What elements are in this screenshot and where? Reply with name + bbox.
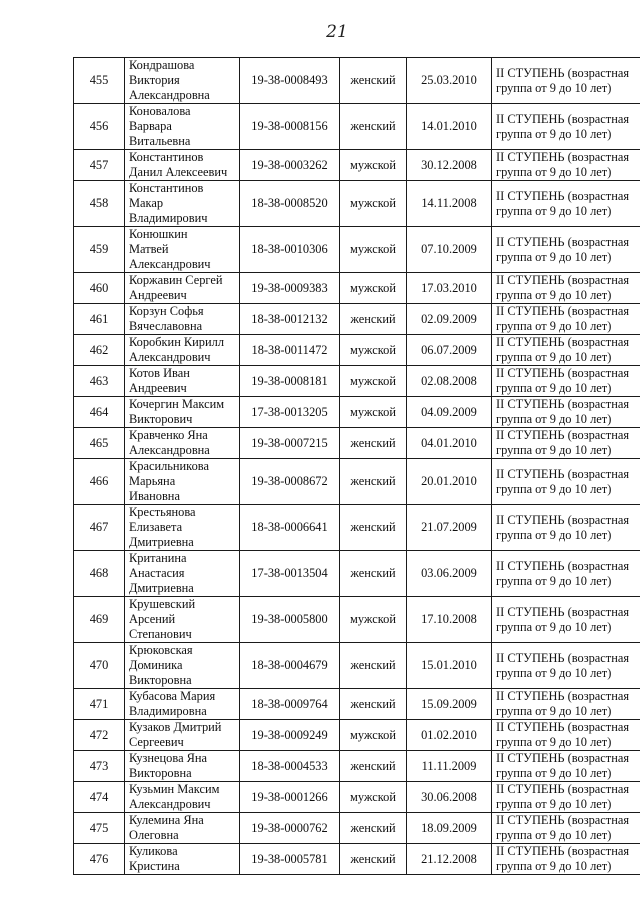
id-number-cell: 18-38-0006641 bbox=[240, 505, 340, 551]
name-cell bbox=[125, 227, 240, 273]
gender-cell: женский bbox=[340, 813, 407, 844]
birth-date-cell: 20.01.2010 bbox=[407, 459, 492, 505]
birth-date-cell: 17.03.2010 bbox=[407, 273, 492, 304]
id-number-cell: 19-38-0005800 bbox=[240, 597, 340, 643]
id-number-cell: 19-38-0003262 bbox=[240, 150, 340, 181]
name-line: Кочергин Максим bbox=[129, 397, 225, 411]
age-group-line: II СТУПЕНЬ (возрастная bbox=[496, 397, 630, 411]
gender-cell: женский bbox=[340, 505, 407, 551]
name-cell bbox=[125, 335, 240, 366]
name-line: Викторовна bbox=[129, 766, 192, 780]
age-group-line: группа от 9 до 10 лет) bbox=[496, 319, 612, 333]
gender-cell: женский bbox=[340, 751, 407, 782]
age-group-line: II СТУПЕНЬ (возрастная bbox=[496, 335, 630, 349]
name-cell bbox=[125, 150, 240, 181]
age-group-line: группа от 9 до 10 лет) bbox=[496, 797, 612, 811]
age-group-line: II СТУПЕНЬ (возрастная bbox=[496, 689, 630, 703]
age-group-cell bbox=[492, 844, 640, 875]
name-cell bbox=[125, 643, 240, 689]
name-line: Владимировна bbox=[129, 704, 207, 718]
name-line: Кравченко Яна bbox=[129, 428, 208, 442]
id-number-cell: 19-38-0008493 bbox=[240, 58, 340, 104]
name-line: Котов Иван bbox=[129, 366, 190, 380]
age-group-line: II СТУПЕНЬ (возрастная bbox=[496, 366, 630, 380]
birth-date-cell: 17.10.2008 bbox=[407, 597, 492, 643]
registry-body bbox=[74, 58, 640, 875]
table-row bbox=[74, 335, 640, 366]
gender-cell: мужской bbox=[340, 397, 407, 428]
name-cell bbox=[125, 597, 240, 643]
table-row bbox=[74, 689, 640, 720]
name-cell bbox=[125, 689, 240, 720]
id-number-cell: 17-38-0013504 bbox=[240, 551, 340, 597]
age-group-line: группа от 9 до 10 лет) bbox=[496, 350, 612, 364]
row-number-cell: 461 bbox=[74, 304, 125, 335]
age-group-line: группа от 9 до 10 лет) bbox=[496, 665, 612, 680]
table-row bbox=[74, 720, 640, 751]
row-number-cell: 457 bbox=[74, 150, 125, 181]
age-group-cell bbox=[492, 58, 640, 104]
name-line: Марьяна bbox=[129, 474, 176, 488]
name-line: Владимирович bbox=[129, 211, 208, 225]
age-group-line: II СТУПЕНЬ (возрастная bbox=[496, 813, 630, 827]
birth-date-cell: 04.01.2010 bbox=[407, 428, 492, 459]
name-line: Кританина bbox=[129, 551, 187, 565]
age-group-line: группа от 9 до 10 лет) bbox=[496, 619, 612, 634]
gender-cell: женский bbox=[340, 459, 407, 505]
name-line: Константинов bbox=[129, 150, 204, 164]
name-line: Вячеславовна bbox=[129, 319, 203, 333]
age-group-line: группа от 9 до 10 лет) bbox=[496, 828, 612, 842]
name-line: Кубасова Мария bbox=[129, 689, 216, 703]
age-group-cell bbox=[492, 366, 640, 397]
age-group-cell bbox=[492, 335, 640, 366]
table-row bbox=[74, 181, 640, 227]
row-number-cell: 475 bbox=[74, 813, 125, 844]
id-number-cell: 19-38-0009249 bbox=[240, 720, 340, 751]
id-number-cell: 18-38-0010306 bbox=[240, 227, 340, 273]
age-group-line: группа от 9 до 10 лет) bbox=[496, 80, 612, 95]
gender-cell: мужской bbox=[340, 227, 407, 273]
name-line: Кулемина Яна bbox=[129, 813, 204, 827]
birth-date-cell: 02.09.2009 bbox=[407, 304, 492, 335]
name-cell bbox=[125, 58, 240, 104]
name-line: Ивановна bbox=[129, 489, 180, 503]
row-number-cell: 469 bbox=[74, 597, 125, 643]
table-row bbox=[74, 104, 640, 150]
gender-cell: женский bbox=[340, 689, 407, 720]
gender-cell: мужской bbox=[340, 335, 407, 366]
name-line: Александрович bbox=[129, 797, 211, 811]
age-group-line: группа от 9 до 10 лет) bbox=[496, 412, 612, 426]
gender-cell: женский bbox=[340, 104, 407, 150]
id-number-cell: 19-38-0007215 bbox=[240, 428, 340, 459]
age-group-line: II СТУПЕНЬ (возрастная bbox=[496, 234, 630, 249]
id-number-cell: 19-38-0005781 bbox=[240, 844, 340, 875]
birth-date-cell: 01.02.2010 bbox=[407, 720, 492, 751]
age-group-cell bbox=[492, 782, 640, 813]
name-line: Александровна bbox=[129, 443, 210, 457]
birth-date-cell: 18.09.2009 bbox=[407, 813, 492, 844]
age-group-line: группа от 9 до 10 лет) bbox=[496, 481, 612, 496]
name-cell bbox=[125, 813, 240, 844]
row-number-cell: 473 bbox=[74, 751, 125, 782]
name-line: Дмитриевна bbox=[129, 581, 194, 595]
name-line: Макар bbox=[129, 196, 164, 210]
gender-cell: мужской bbox=[340, 366, 407, 397]
row-number-cell: 456 bbox=[74, 104, 125, 150]
age-group-cell bbox=[492, 720, 640, 751]
row-number-cell: 476 bbox=[74, 844, 125, 875]
name-line: Сергеевич bbox=[129, 735, 184, 749]
id-number-cell: 19-38-0008181 bbox=[240, 366, 340, 397]
id-number-cell: 18-38-0004533 bbox=[240, 751, 340, 782]
name-line: Дмитриевна bbox=[129, 535, 194, 549]
name-cell bbox=[125, 505, 240, 551]
row-number-cell: 471 bbox=[74, 689, 125, 720]
table-row bbox=[74, 782, 640, 813]
birth-date-cell: 04.09.2009 bbox=[407, 397, 492, 428]
age-group-line: II СТУПЕНЬ (возрастная bbox=[496, 111, 630, 126]
name-cell bbox=[125, 844, 240, 875]
name-line: Андреевич bbox=[129, 288, 187, 302]
gender-cell: мужской bbox=[340, 720, 407, 751]
name-cell bbox=[125, 428, 240, 459]
birth-date-cell: 30.12.2008 bbox=[407, 150, 492, 181]
row-number-cell: 464 bbox=[74, 397, 125, 428]
name-line: Матвей bbox=[129, 242, 169, 256]
name-line: Константинов bbox=[129, 181, 204, 195]
age-group-cell bbox=[492, 104, 640, 150]
name-line: Крестьянова bbox=[129, 505, 196, 519]
name-line: Александровна bbox=[129, 88, 210, 102]
name-line: Анастасия bbox=[129, 566, 185, 580]
name-line: Кристина bbox=[129, 859, 180, 873]
age-group-cell bbox=[492, 597, 640, 643]
table-row bbox=[74, 58, 640, 104]
age-group-line: II СТУПЕНЬ (возрастная bbox=[496, 512, 630, 527]
row-number-cell: 458 bbox=[74, 181, 125, 227]
age-group-cell bbox=[492, 181, 640, 227]
table-row bbox=[74, 751, 640, 782]
id-number-cell: 19-38-0000762 bbox=[240, 813, 340, 844]
name-line: Корзун Софья bbox=[129, 304, 204, 318]
table-row bbox=[74, 844, 640, 875]
name-line: Коробкин Кирилл bbox=[129, 335, 225, 349]
age-group-line: группа от 9 до 10 лет) bbox=[496, 126, 612, 141]
age-group-line: группа от 9 до 10 лет) bbox=[496, 766, 612, 780]
age-group-cell bbox=[492, 150, 640, 181]
id-number-cell: 18-38-0011472 bbox=[240, 335, 340, 366]
row-number-cell: 474 bbox=[74, 782, 125, 813]
age-group-line: группа от 9 до 10 лет) bbox=[496, 288, 612, 302]
name-line: Кузнецова Яна bbox=[129, 751, 208, 765]
age-group-line: группа от 9 до 10 лет) bbox=[496, 735, 612, 749]
gender-cell: женский bbox=[340, 551, 407, 597]
age-group-cell bbox=[492, 459, 640, 505]
birth-date-cell: 15.09.2009 bbox=[407, 689, 492, 720]
age-group-line: II СТУПЕНЬ (возрастная bbox=[496, 844, 630, 858]
name-line: Коновалова bbox=[129, 104, 191, 118]
age-group-line: II СТУПЕНЬ (возрастная bbox=[496, 65, 630, 80]
gender-cell: мужской bbox=[340, 150, 407, 181]
age-group-line: II СТУПЕНЬ (возрастная bbox=[496, 782, 630, 796]
name-cell bbox=[125, 181, 240, 227]
name-line: Степанович bbox=[129, 627, 192, 641]
age-group-line: группа от 9 до 10 лет) bbox=[496, 859, 612, 873]
name-cell bbox=[125, 273, 240, 304]
birth-date-cell: 25.03.2010 bbox=[407, 58, 492, 104]
name-cell bbox=[125, 782, 240, 813]
name-line: Данил Алексеевич bbox=[129, 165, 228, 179]
row-number-cell: 472 bbox=[74, 720, 125, 751]
name-line: Андреевич bbox=[129, 381, 187, 395]
gender-cell: женский bbox=[340, 428, 407, 459]
id-number-cell: 18-38-0004679 bbox=[240, 643, 340, 689]
name-line: Елизавета bbox=[129, 520, 183, 534]
birth-date-cell: 15.01.2010 bbox=[407, 643, 492, 689]
name-line: Красильникова bbox=[129, 459, 209, 473]
table-row bbox=[74, 150, 640, 181]
birth-date-cell: 02.08.2008 bbox=[407, 366, 492, 397]
table-row bbox=[74, 304, 640, 335]
age-group-cell bbox=[492, 643, 640, 689]
age-group-line: группа от 9 до 10 лет) bbox=[496, 203, 612, 218]
table-row bbox=[74, 366, 640, 397]
name-cell bbox=[125, 397, 240, 428]
age-group-cell bbox=[492, 751, 640, 782]
table-row bbox=[74, 813, 640, 844]
age-group-line: II СТУПЕНЬ (возрастная bbox=[496, 304, 630, 318]
table-row bbox=[74, 227, 640, 273]
age-group-line: II СТУПЕНЬ (возрастная bbox=[496, 188, 630, 203]
age-group-line: II СТУПЕНЬ (возрастная bbox=[496, 720, 630, 734]
id-number-cell: 18-38-0009764 bbox=[240, 689, 340, 720]
age-group-line: группа от 9 до 10 лет) bbox=[496, 443, 612, 457]
row-number-cell: 459 bbox=[74, 227, 125, 273]
name-line: Коржавин Сергей bbox=[129, 273, 223, 287]
age-group-cell bbox=[492, 689, 640, 720]
age-group-line: II СТУПЕНЬ (возрастная bbox=[496, 428, 630, 442]
id-number-cell: 18-38-0008520 bbox=[240, 181, 340, 227]
id-number-cell: 19-38-0001266 bbox=[240, 782, 340, 813]
age-group-cell bbox=[492, 227, 640, 273]
age-group-cell bbox=[492, 397, 640, 428]
name-line: Арсений bbox=[129, 612, 176, 626]
name-line: Кузаков Дмитрий bbox=[129, 720, 222, 734]
id-number-cell: 18-38-0012132 bbox=[240, 304, 340, 335]
name-cell bbox=[125, 751, 240, 782]
table-row bbox=[74, 273, 640, 304]
age-group-line: группа от 9 до 10 лет) bbox=[496, 527, 612, 542]
name-line: Кондрашова bbox=[129, 58, 195, 72]
table-row bbox=[74, 397, 640, 428]
birth-date-cell: 06.07.2009 bbox=[407, 335, 492, 366]
age-group-cell bbox=[492, 304, 640, 335]
table-row bbox=[74, 597, 640, 643]
name-line: Викторовна bbox=[129, 673, 192, 687]
age-group-cell bbox=[492, 813, 640, 844]
name-cell bbox=[125, 304, 240, 335]
name-line: Александрович bbox=[129, 350, 211, 364]
name-cell bbox=[125, 366, 240, 397]
gender-cell: женский bbox=[340, 643, 407, 689]
row-number-cell: 463 bbox=[74, 366, 125, 397]
birth-date-cell: 14.11.2008 bbox=[407, 181, 492, 227]
name-line: Витальевна bbox=[129, 134, 191, 148]
name-line: Варвара bbox=[129, 119, 172, 133]
gender-cell: мужской bbox=[340, 597, 407, 643]
name-line: Крушевский bbox=[129, 597, 196, 611]
table-row bbox=[74, 643, 640, 689]
gender-cell: мужской bbox=[340, 181, 407, 227]
name-cell bbox=[125, 551, 240, 597]
name-line: Кузьмин Максим bbox=[129, 782, 220, 796]
name-cell bbox=[125, 104, 240, 150]
age-group-cell bbox=[492, 505, 640, 551]
birth-date-cell: 07.10.2009 bbox=[407, 227, 492, 273]
age-group-line: группа от 9 до 10 лет) bbox=[496, 249, 612, 264]
table-row bbox=[74, 505, 640, 551]
table-row bbox=[74, 551, 640, 597]
name-line: Куликова bbox=[129, 844, 178, 858]
id-number-cell: 19-38-0008156 bbox=[240, 104, 340, 150]
row-number-cell: 466 bbox=[74, 459, 125, 505]
gender-cell: женский bbox=[340, 58, 407, 104]
row-number-cell: 462 bbox=[74, 335, 125, 366]
table-row bbox=[74, 428, 640, 459]
table-row bbox=[74, 459, 640, 505]
birth-date-cell: 11.11.2009 bbox=[407, 751, 492, 782]
age-group-line: II СТУПЕНЬ (возрастная bbox=[496, 751, 630, 765]
age-group-line: II СТУПЕНЬ (возрастная bbox=[496, 650, 630, 665]
id-number-cell: 19-38-0008672 bbox=[240, 459, 340, 505]
gender-cell: мужской bbox=[340, 782, 407, 813]
gender-cell: женский bbox=[340, 844, 407, 875]
age-group-line: группа от 9 до 10 лет) bbox=[496, 573, 612, 588]
row-number-cell: 465 bbox=[74, 428, 125, 459]
row-number-cell: 468 bbox=[74, 551, 125, 597]
id-number-cell: 19-38-0009383 bbox=[240, 273, 340, 304]
name-line: Крюковская bbox=[129, 643, 193, 657]
birth-date-cell: 14.01.2010 bbox=[407, 104, 492, 150]
age-group-line: II СТУПЕНЬ (возрастная bbox=[496, 150, 630, 164]
name-line: Доминика bbox=[129, 658, 183, 672]
name-line: Викторович bbox=[129, 412, 193, 426]
name-line: Виктория bbox=[129, 73, 180, 87]
gender-cell: мужской bbox=[340, 273, 407, 304]
name-cell bbox=[125, 459, 240, 505]
age-group-cell bbox=[492, 273, 640, 304]
gender-cell: женский bbox=[340, 304, 407, 335]
age-group-line: II СТУПЕНЬ (возрастная bbox=[496, 604, 630, 619]
registry-table bbox=[73, 57, 640, 875]
birth-date-cell: 03.06.2009 bbox=[407, 551, 492, 597]
id-number-cell: 17-38-0013205 bbox=[240, 397, 340, 428]
age-group-line: группа от 9 до 10 лет) bbox=[496, 165, 612, 179]
age-group-line: II СТУПЕНЬ (возрастная bbox=[496, 558, 630, 573]
row-number-cell: 467 bbox=[74, 505, 125, 551]
row-number-cell: 455 bbox=[74, 58, 125, 104]
age-group-line: группа от 9 до 10 лет) bbox=[496, 704, 612, 718]
name-line: Олеговна bbox=[129, 828, 179, 842]
birth-date-cell: 21.07.2009 bbox=[407, 505, 492, 551]
birth-date-cell: 30.06.2008 bbox=[407, 782, 492, 813]
row-number-cell: 460 bbox=[74, 273, 125, 304]
age-group-line: II СТУПЕНЬ (возрастная bbox=[496, 273, 630, 287]
age-group-cell bbox=[492, 428, 640, 459]
birth-date-cell: 21.12.2008 bbox=[407, 844, 492, 875]
age-group-line: II СТУПЕНЬ (возрастная bbox=[496, 466, 630, 481]
name-line: Александрович bbox=[129, 257, 211, 271]
name-line: Конюшкин bbox=[129, 227, 188, 241]
age-group-line: группа от 9 до 10 лет) bbox=[496, 381, 612, 395]
row-number-cell: 470 bbox=[74, 643, 125, 689]
name-cell bbox=[125, 720, 240, 751]
age-group-cell bbox=[492, 551, 640, 597]
page-number: 21 bbox=[326, 22, 348, 42]
